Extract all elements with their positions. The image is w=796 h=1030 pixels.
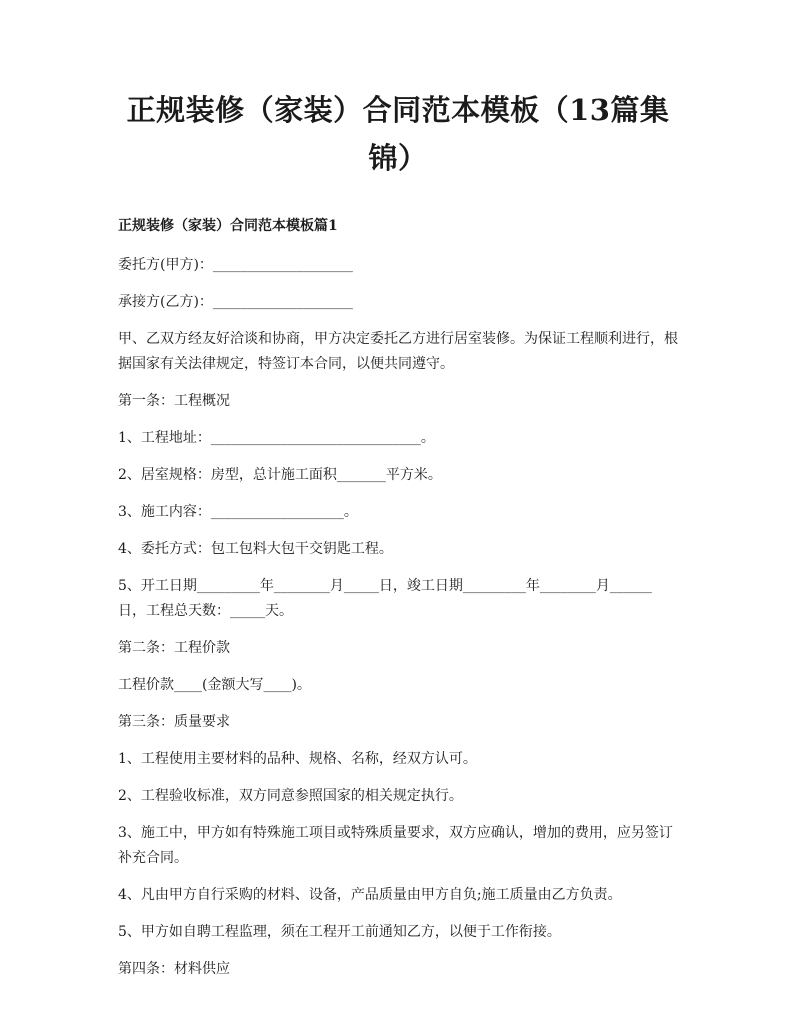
clause-3-5: 5、甲方如自聘工程监理，须在工程开工前通知乙方，以便于工作衔接。 [118,924,561,940]
clause-1-3: 3、施工内容：___________________。 [118,504,358,520]
clause-2-price: 工程价款____(金额大写____)。 [118,677,311,693]
clause-1-1: 1、工程地址：______________________________。 [118,430,435,446]
client-party-line: 委托方(甲方)：____________________ [118,257,353,273]
clause-1-2: 2、居室规格：房型，总计施工面积_______平方米。 [118,467,442,483]
clause-3-4: 4、凡由甲方自行采购的材料、设备，产品质量由甲方自负;施工质量由乙方负责。 [118,887,622,903]
clause-1-4: 4、委托方式：包工包料大包干交钥匙工程。 [118,541,393,557]
clause-3-1: 1、工程使用主要材料的品种、规格、名称，经双方认可。 [118,751,477,767]
intro-paragraph: 甲、乙双方经友好洽谈和协商，甲方决定委托乙方进行居室装修。为保证工程顺利进行，根据国家有关法律规定，特签订本合同，以便共同遵守。 [118,331,678,372]
article-3-heading: 第三条：质量要求 [118,714,230,730]
article-1-heading: 第一条：工程概况 [118,393,230,409]
clause-1-5: 5、开工日期_________年________月_____日，竣工日期_________年________月______日，工程总天数：_____天。 [118,578,652,619]
document-title: 正规装修（家装）合同范本模板（13篇集锦） [126,93,670,175]
section-title: 正规装修（家装）合同范本模板篇1 [118,218,338,234]
article-4-heading: 第四条：材料供应 [118,961,230,977]
article-2-heading: 第二条：工程价款 [118,640,230,656]
clause-3-2: 2、工程验收标准，双方同意参照国家的相关规定执行。 [118,788,463,804]
clause-3-3: 3、施工中，甲方如有特殊施工项目或特殊质量要求，双方应确认，增加的费用，应另签订补充合同。 [118,825,673,866]
contractor-party-line: 承接方(乙方)：____________________ [118,294,353,310]
